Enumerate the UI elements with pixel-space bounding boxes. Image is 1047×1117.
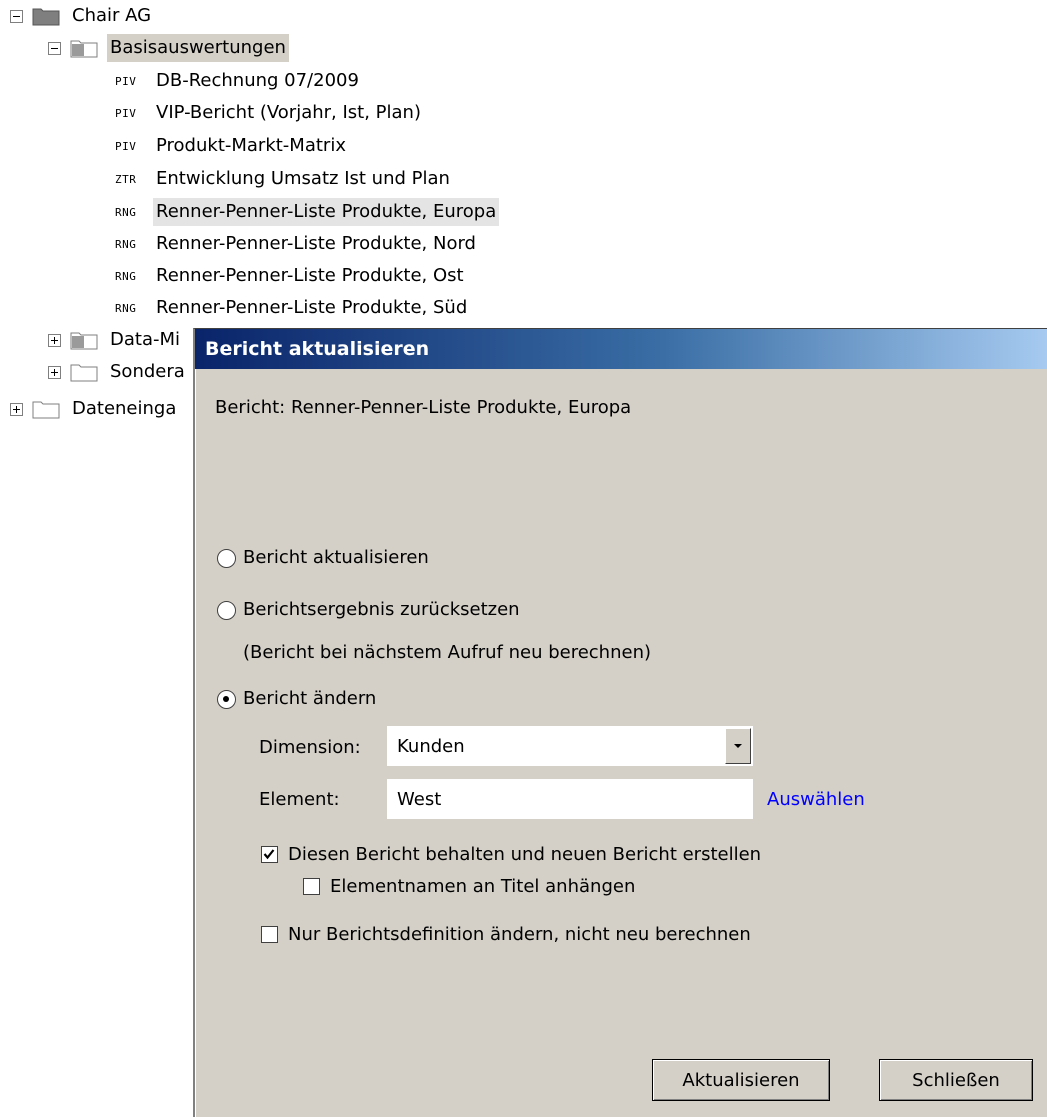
folder-icon (70, 362, 98, 382)
tree-label-chair-ag[interactable]: Chair AG (72, 5, 152, 26)
close-button[interactable]: Schließen (879, 1059, 1033, 1101)
element-label: Element: (259, 789, 340, 810)
report-type-badge: PIV (115, 139, 137, 153)
tree-node-dateneingabe[interactable] (10, 393, 179, 425)
element-input[interactable] (387, 779, 753, 819)
folder-icon (32, 399, 60, 419)
radio-refresh-label[interactable]: Bericht aktualisieren (243, 547, 429, 568)
tree-report-item[interactable] (115, 260, 467, 292)
keep-report-label[interactable]: Diesen Bericht behalten und neuen Bericht erstellen (288, 844, 762, 865)
collapse-toggle-icon[interactable] (48, 42, 61, 55)
dropdown-arrow-icon[interactable] (725, 728, 751, 764)
report-label[interactable]: Renner-Penner-Liste Produkte, Süd (156, 297, 468, 318)
report-type-badge: RNG (115, 237, 137, 251)
dialog-title: Bericht aktualisieren (205, 338, 430, 360)
checkbox-keep-report[interactable] (261, 846, 278, 863)
tree-label-basisauswertungen[interactable]: Basisauswertungen (107, 34, 289, 62)
append-names-label[interactable]: Elementnamen an Titel anhängen (330, 876, 636, 897)
tree-label-dateneingabe[interactable]: Dateneinga (72, 398, 177, 419)
expand-toggle-icon[interactable] (48, 366, 61, 379)
radio-reset-label[interactable]: Berichtsergebnis zurücksetzen (243, 599, 520, 620)
report-name-label: Bericht: Renner-Penner-Liste Produkte, Europa (215, 397, 632, 418)
checkbox-append-names[interactable] (303, 878, 320, 895)
radio-reset-result[interactable] (217, 601, 236, 620)
tree-node-basisauswertungen[interactable] (48, 32, 289, 64)
tree-label-data-mining[interactable]: Data-Mi (110, 329, 181, 350)
report-type-badge: RNG (115, 205, 137, 219)
check-mark-icon (263, 848, 275, 860)
radio-change-label[interactable]: Bericht ändern (243, 688, 377, 709)
tree-node-chair-ag[interactable] (10, 0, 154, 32)
report-type-badge: PIV (115, 106, 137, 120)
report-label[interactable]: Renner-Penner-Liste Produkte, Nord (156, 233, 476, 254)
report-label[interactable]: Renner-Penner-Liste Produkte, Europa (153, 198, 499, 226)
definition-only-label[interactable]: Nur Berichtsdefinition ändern, nicht neu berechnen (288, 924, 751, 945)
dimension-value: Kunden (397, 735, 465, 757)
tree-label-sonder[interactable]: Sondera (110, 361, 185, 382)
checkbox-definition-only[interactable] (261, 926, 278, 943)
radio-change-report[interactable] (217, 690, 236, 709)
update-report-dialog (193, 328, 1047, 1117)
report-label[interactable]: VIP-Bericht (Vorjahr, Ist, Plan) (156, 102, 421, 123)
report-label[interactable]: Produkt-Markt-Matrix (156, 135, 346, 156)
tree-report-item[interactable] (115, 163, 453, 195)
tree-report-item[interactable] (115, 228, 479, 260)
tree-report-item-selected[interactable] (115, 196, 499, 228)
folder-open-icon (70, 330, 98, 350)
radio-refresh-report[interactable] (217, 549, 236, 568)
tree-report-item[interactable] (115, 292, 470, 324)
update-button[interactable]: Aktualisieren (652, 1059, 830, 1101)
expand-toggle-icon[interactable] (48, 334, 61, 347)
report-type-badge: RNG (115, 301, 137, 315)
collapse-toggle-icon[interactable] (10, 10, 23, 23)
reset-note: (Bericht bei nächstem Aufruf neu berechnen) (243, 642, 651, 663)
report-label[interactable]: DB-Rechnung 07/2009 (156, 70, 359, 91)
folder-open-icon (70, 38, 98, 58)
tree-node-data-mining[interactable] (48, 324, 183, 356)
report-type-badge: ZTR (115, 172, 137, 186)
dimension-select[interactable] (387, 726, 753, 766)
tree-node-sonder[interactable] (48, 356, 188, 388)
tree-report-item[interactable] (115, 97, 424, 129)
folder-closed-icon (32, 6, 60, 26)
select-element-link[interactable]: Auswählen (767, 789, 865, 810)
expand-toggle-icon[interactable] (10, 403, 23, 416)
element-value: West (397, 788, 442, 810)
report-type-badge: PIV (115, 74, 137, 88)
tree-report-item[interactable] (115, 130, 349, 162)
report-label[interactable]: Renner-Penner-Liste Produkte, Ost (156, 265, 464, 286)
report-label[interactable]: Entwicklung Umsatz Ist und Plan (156, 168, 450, 189)
report-type-badge: RNG (115, 269, 137, 283)
tree-report-item[interactable] (115, 65, 362, 97)
dimension-label: Dimension: (259, 737, 361, 758)
dialog-titlebar[interactable] (195, 329, 1047, 369)
